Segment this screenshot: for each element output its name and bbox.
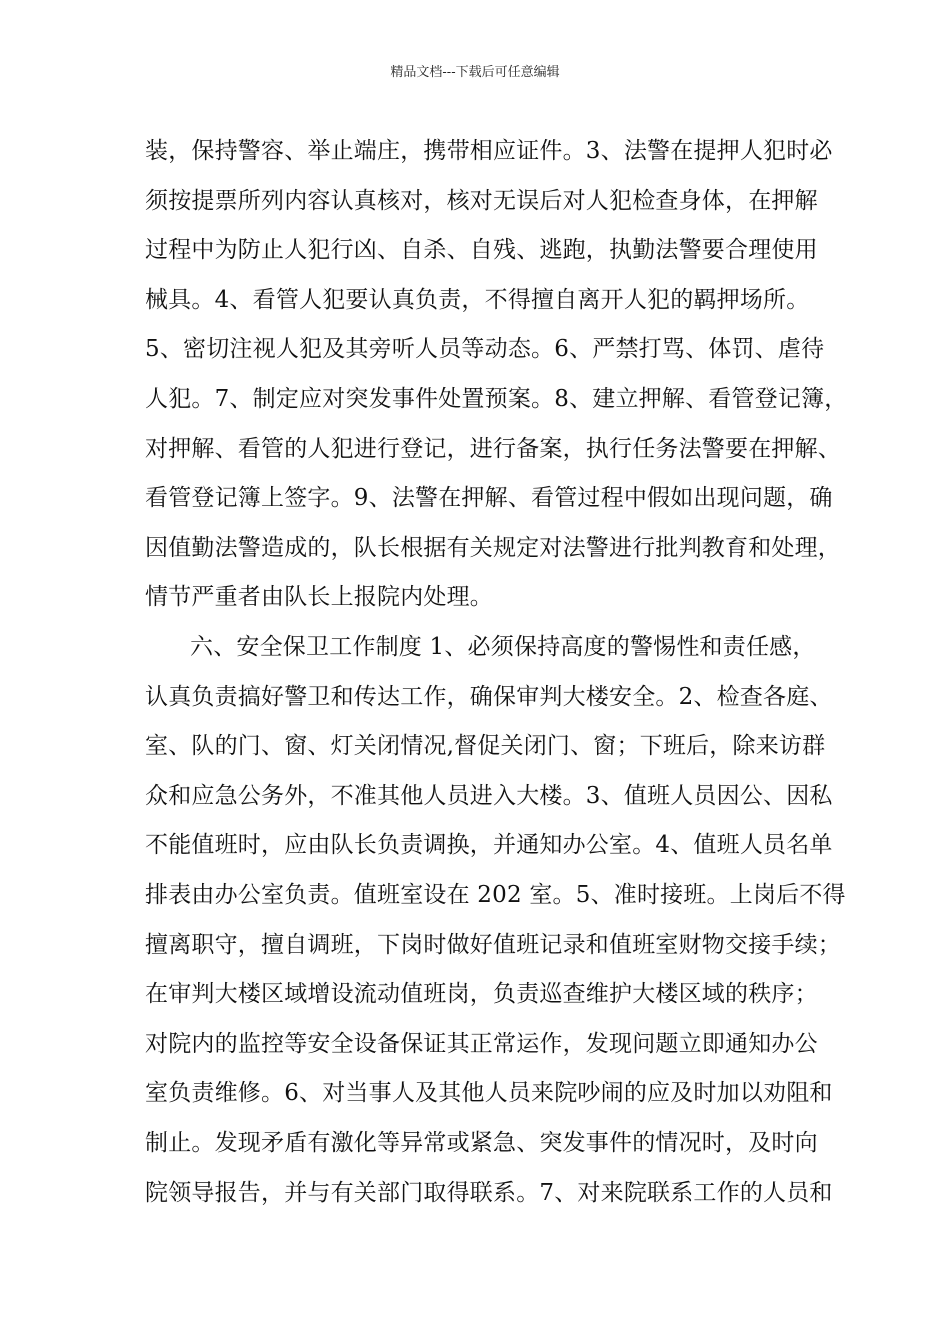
text-line: 须按提票所列内容认真核对，核对无误后对人犯检查身体，在押解 bbox=[145, 187, 818, 214]
text-line: 不能值班时，应由队长负责调换，并通知办公室。4、值班人员名单 bbox=[145, 832, 833, 859]
text-line: 5、密切注视人犯及其旁听人员等动态。6、严禁打骂、体罚、虐待 bbox=[145, 336, 825, 363]
text-line: 械具。4、看管人犯要认真负责，不得擅自离开人犯的羁押场所。 bbox=[145, 286, 810, 313]
text-line: 众和应急公务外，不准其他人员进入大楼。3、值班人员因公、因私 bbox=[145, 782, 833, 809]
text-line: 在审判大楼区域增设流动值班岗，负责巡查维护大楼区域的秩序； bbox=[145, 981, 818, 1008]
text-line: 看管登记簿上签字。9、法警在押解、看管过程中假如出现问题，确 bbox=[145, 485, 833, 512]
text-line: 人犯。7、制定应对突发事件处置预案。8、建立押解、看管登记簿， bbox=[145, 386, 848, 412]
text-line: 情节严重者由队长上报院内处理。 bbox=[145, 584, 493, 611]
text-line: 擅离职守，擅自调班，下岗时做好值班记录和值班室财物交接手续； bbox=[145, 931, 841, 958]
text-line: 室、队的门、窗、灯关闭情况,督促关闭门、窗；下班后，除来访群 bbox=[145, 733, 826, 760]
text-line: 排表由办公室负责。值班室设在 202 室。5、准时接班。上岗后不得 bbox=[145, 882, 846, 908]
text-line: 对院内的监控等安全设备保证其正常运作，发现问题立即通知办公 bbox=[145, 1030, 818, 1057]
page-header: 精品文档---下载后可任意编辑 bbox=[390, 65, 560, 80]
text-line: 装，保持警容、举止端庄，携带相应证件。3、法警在提押人犯时必 bbox=[145, 138, 833, 164]
text-line: 过程中为防止人犯行凶、自杀、自残、逃跑，执勤法警要合理使用 bbox=[145, 237, 818, 264]
text-line: 因值勤法警造成的，队长根据有关规定对法警进行批判教育和处理， bbox=[145, 534, 841, 561]
text-line: 室负责维修。6、对当事人及其他人员来院吵闹的应及时加以劝阻和 bbox=[145, 1080, 833, 1107]
section-heading-line: 六、安全保卫工作制度 1、必须保持高度的警惕性和责任感， bbox=[190, 634, 816, 660]
text-line: 院领导报告，并与有关部门取得联系。7、对来院联系工作的人员和 bbox=[145, 1179, 833, 1206]
text-line: 制止。发现矛盾有激化等异常或紧急、突发事件的情况时，及时向 bbox=[145, 1130, 818, 1156]
text-line: 对押解、看管的人犯进行登记，进行备案，执行任务法警要在押解、 bbox=[145, 435, 841, 462]
text-line: 认真负责搞好警卫和传达工作，确保审判大楼安全。2、检查各庭、 bbox=[145, 683, 833, 710]
